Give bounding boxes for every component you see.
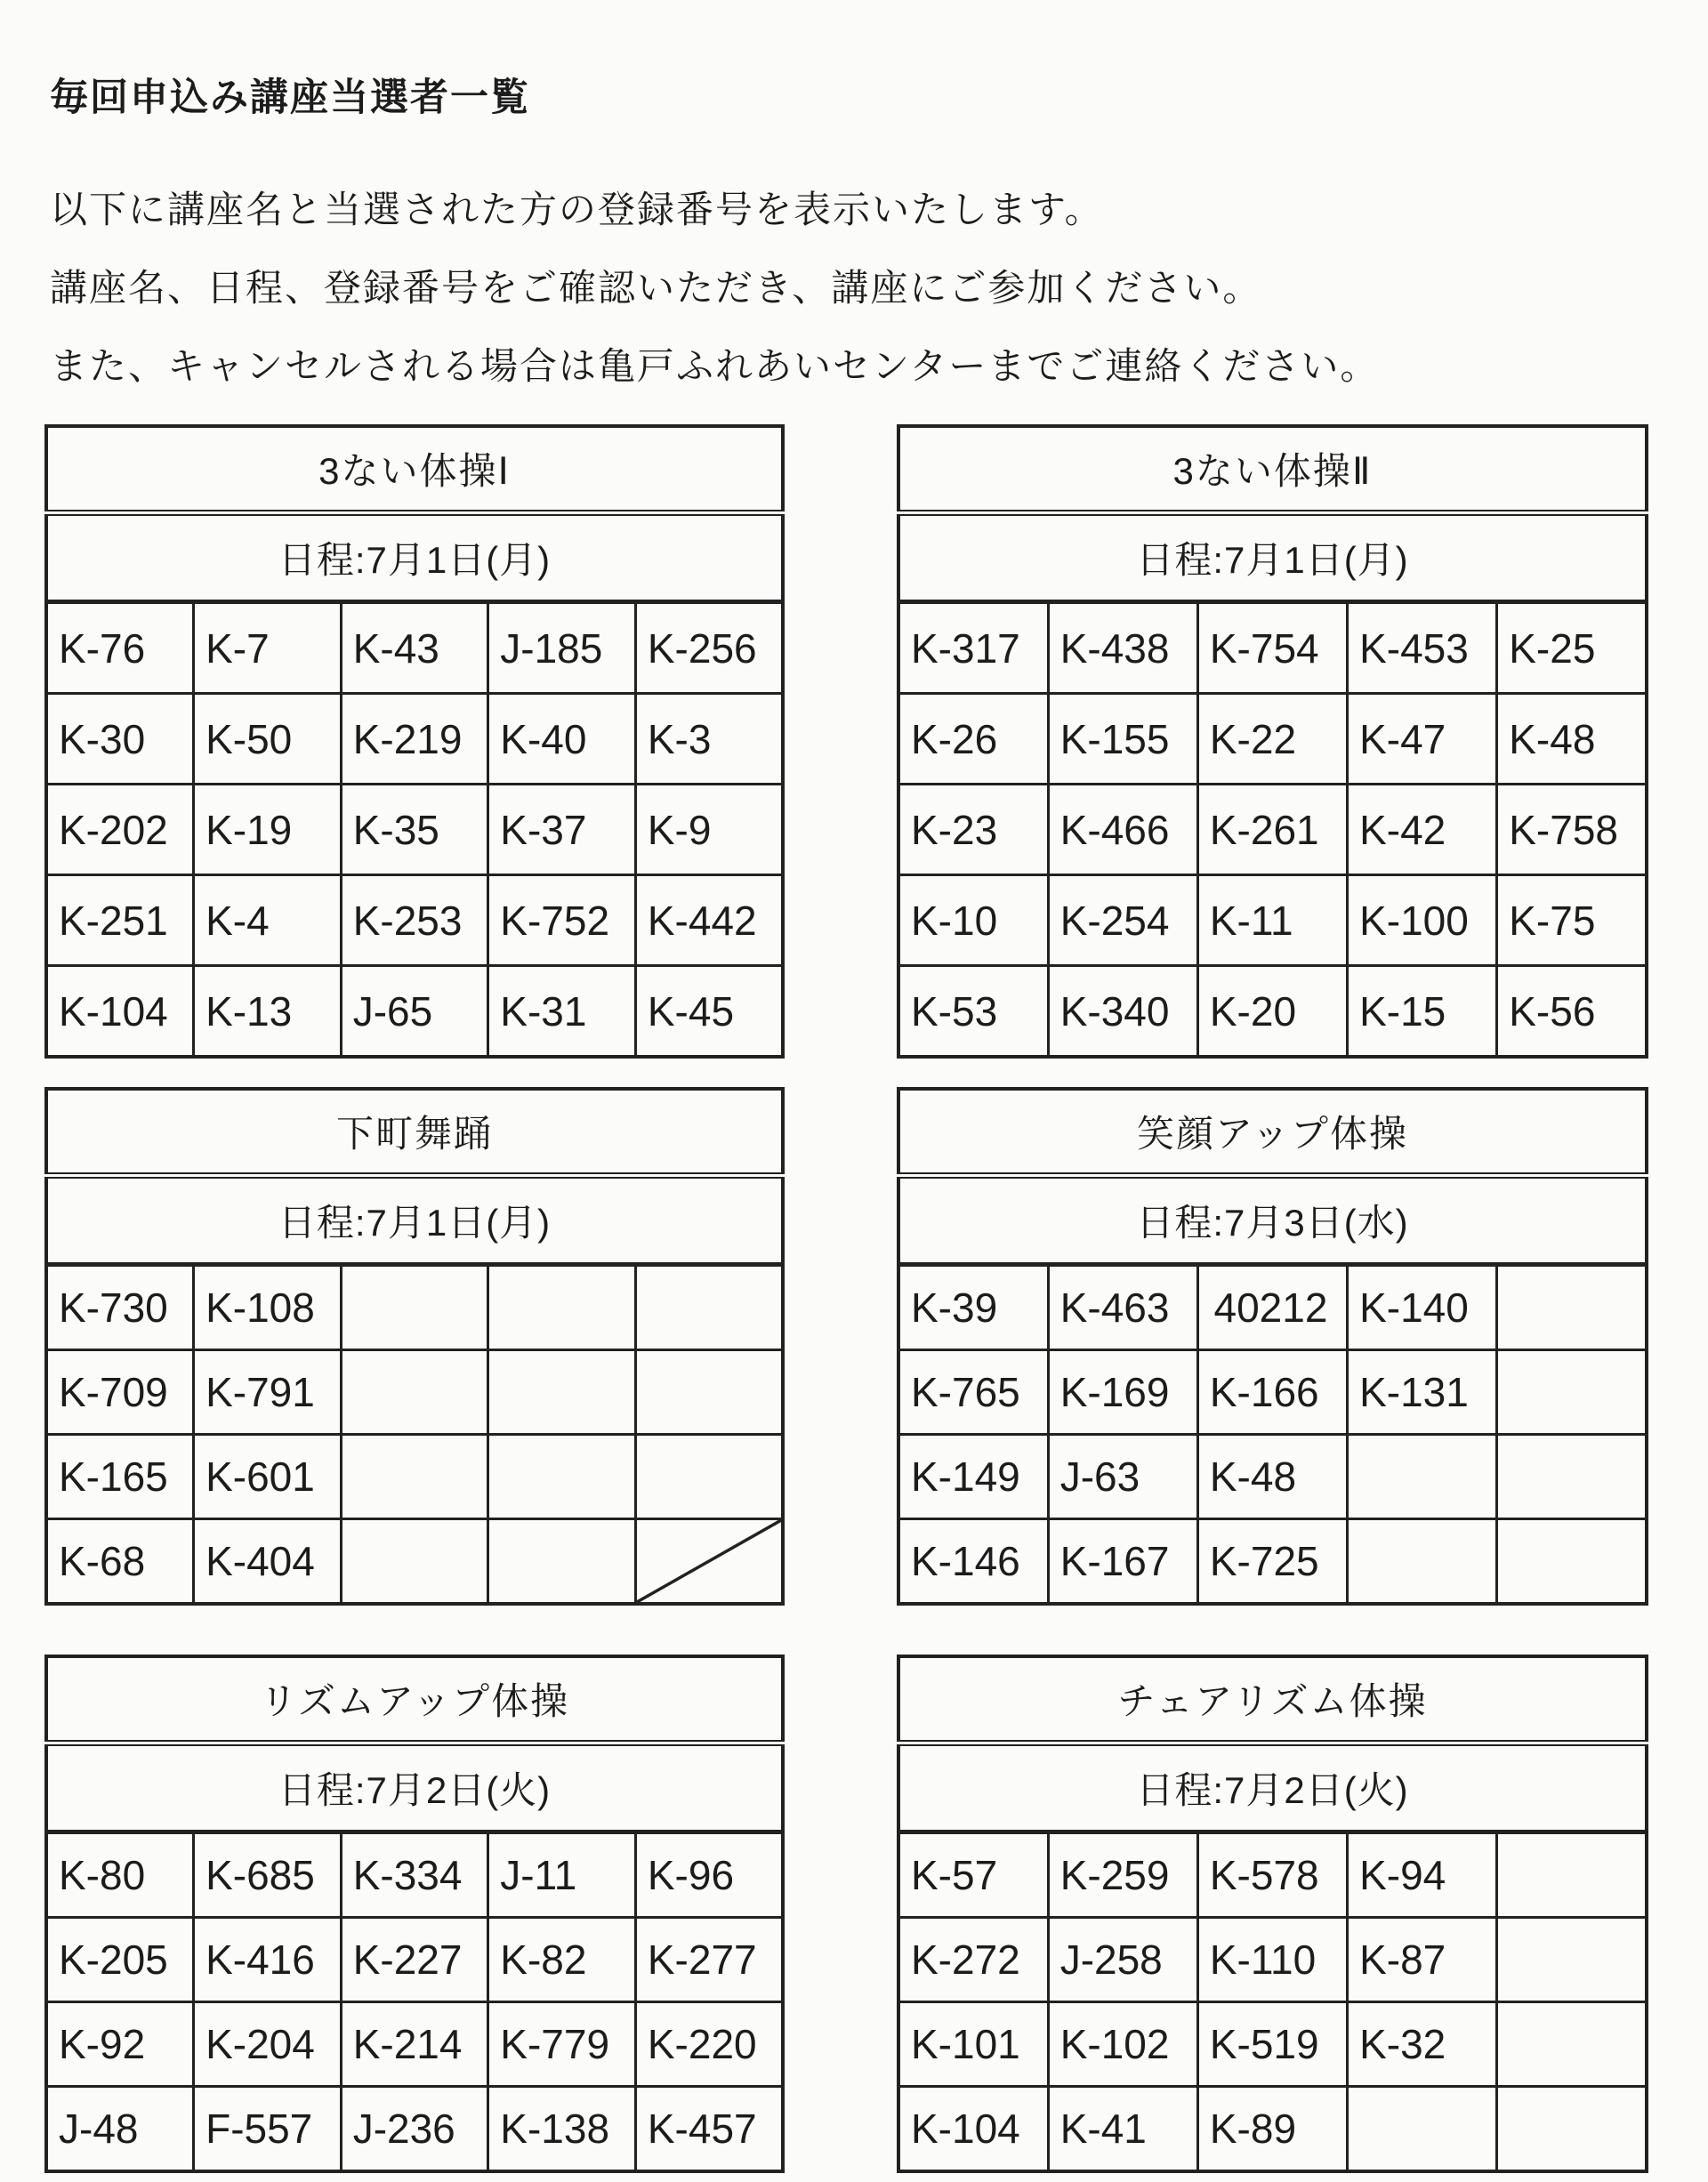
winner-number-cell: K-42 [1348, 785, 1497, 875]
winner-number-cell: K-82 [488, 1918, 636, 2002]
winner-number-cell: K-10 [898, 875, 1048, 966]
winner-number-cell: K-11 [1197, 875, 1347, 966]
empty-cell [341, 1435, 488, 1519]
winner-number-cell: K-438 [1048, 602, 1197, 694]
empty-cell [1497, 2002, 1647, 2087]
winner-number-cell: K-75 [1497, 875, 1647, 966]
table-row [46, 1435, 783, 1519]
winner-number-cell: K-3 [635, 694, 783, 785]
winner-number-cell: K-15 [1348, 966, 1497, 1058]
winner-number-cell: K-251 [46, 875, 194, 966]
course-schedule: 日程:7月1日(月) [898, 513, 1647, 602]
table-row [898, 1265, 1647, 1350]
winner-number-cell: K-94 [1348, 1832, 1497, 1918]
winner-number-cell: K-205 [46, 1918, 194, 2002]
course-title: 3ない体操Ⅱ [898, 426, 1647, 513]
winner-number-cell: K-601 [194, 1435, 342, 1519]
table-row [898, 875, 1647, 966]
winner-number-cell: K-167 [1048, 1519, 1197, 1605]
winners-table [44, 424, 785, 1059]
winner-number-cell: K-416 [194, 1918, 342, 2002]
intro-paragraph [50, 171, 1379, 406]
winner-number-cell: K-80 [46, 1832, 194, 1918]
winner-number-cell: J-48 [46, 2087, 194, 2172]
table-row [46, 2002, 783, 2087]
winner-number-cell: K-45 [635, 966, 783, 1058]
course-schedule-row [898, 513, 1647, 602]
diagonal-line [637, 1520, 781, 1602]
winner-number-cell: K-92 [46, 2002, 194, 2087]
winner-number-cell: K-48 [1197, 1435, 1347, 1519]
winner-number-cell: K-578 [1197, 1832, 1347, 1918]
empty-cell [1497, 1435, 1647, 1519]
winner-number-cell: K-752 [488, 875, 636, 966]
winner-number-cell: K-779 [488, 2002, 636, 2087]
course-table-3nai-taiso-2 [897, 424, 1648, 1059]
winner-number-cell: K-709 [46, 1350, 194, 1435]
empty-cell [1497, 2087, 1647, 2172]
winner-number-cell: K-20 [1197, 966, 1347, 1058]
course-schedule-row [898, 1176, 1647, 1265]
course-table-3nai-taiso-1 [44, 424, 785, 1059]
table-row [46, 785, 783, 875]
winner-number-cell: K-23 [898, 785, 1048, 875]
winner-number-cell: K-138 [488, 2087, 636, 2172]
table-row [898, 1435, 1647, 1519]
winner-number-cell: K-149 [898, 1435, 1048, 1519]
winner-number-cell: K-32 [1348, 2002, 1497, 2087]
winners-table [897, 1087, 1648, 1606]
winner-number-cell: K-519 [1197, 2002, 1347, 2087]
winner-number-cell: K-89 [1197, 2087, 1347, 2172]
winner-number-cell: K-43 [341, 602, 488, 694]
empty-cell [1348, 2087, 1497, 2172]
table-row [898, 2002, 1647, 2087]
winner-number-cell: K-340 [1048, 966, 1197, 1058]
winner-number-cell: K-685 [194, 1832, 342, 1918]
table-row [898, 966, 1647, 1058]
winner-number-cell: K-214 [341, 2002, 488, 2087]
winner-number-cell: K-22 [1197, 694, 1347, 785]
table-row [46, 1350, 783, 1435]
winner-number-cell: 40212 [1197, 1265, 1347, 1350]
winner-number-cell: J-11 [488, 1832, 636, 1918]
winner-number-cell: K-227 [341, 1918, 488, 2002]
course-title-row [46, 1089, 783, 1176]
empty-cell [1497, 1832, 1647, 1918]
course-table-egao-up-taiso [897, 1087, 1648, 1606]
winner-number-cell: K-96 [635, 1832, 783, 1918]
course-title: 3ない体操Ⅰ [46, 426, 783, 513]
empty-cell [488, 1350, 636, 1435]
winner-number-cell: K-466 [1048, 785, 1197, 875]
table-row [46, 1918, 783, 2002]
winner-number-cell: K-442 [635, 875, 783, 966]
course-table-rhythm-up-taiso [44, 1655, 785, 2173]
course-schedule: 日程:7月1日(月) [46, 513, 783, 602]
winner-number-cell: K-39 [898, 1265, 1048, 1350]
winner-number-cell: K-261 [1197, 785, 1347, 875]
winner-number-cell: K-166 [1197, 1350, 1347, 1435]
course-title: リズムアップ体操 [46, 1656, 783, 1743]
course-schedule-row [46, 1176, 783, 1265]
empty-cell [1348, 1519, 1497, 1605]
empty-cell [341, 1519, 488, 1605]
empty-cell [1497, 1350, 1647, 1435]
table-row [46, 694, 783, 785]
winner-number-cell: K-13 [194, 966, 342, 1058]
empty-cell [341, 1265, 488, 1350]
winner-number-cell: K-87 [1348, 1918, 1497, 2002]
winner-number-cell: K-169 [1048, 1350, 1197, 1435]
winner-number-cell: K-202 [46, 785, 194, 875]
course-schedule-row [46, 513, 783, 602]
winner-number-cell: K-50 [194, 694, 342, 785]
winner-number-cell: J-63 [1048, 1435, 1197, 1519]
course-schedule: 日程:7月2日(火) [46, 1743, 783, 1832]
table-row [46, 1832, 783, 1918]
winner-number-cell: K-219 [341, 694, 488, 785]
winner-number-cell: K-155 [1048, 694, 1197, 785]
winner-number-cell: K-102 [1048, 2002, 1197, 2087]
page-title: 毎回申込み講座当選者一覧 [50, 76, 530, 119]
winner-number-cell: K-76 [46, 602, 194, 694]
course-title: 下町舞踊 [46, 1089, 783, 1176]
winner-number-cell: K-758 [1497, 785, 1647, 875]
winner-number-cell: K-259 [1048, 1832, 1197, 1918]
intro-line-2: 講座名、日程、登録番号をご確認いただき、講座にご参加ください。 [50, 267, 1262, 309]
winners-table [44, 1655, 785, 2173]
table-row [898, 785, 1647, 875]
winner-number-cell: K-53 [898, 966, 1048, 1058]
table-row [898, 1832, 1647, 1918]
course-table-shitamachi-buyo [44, 1087, 785, 1606]
winner-number-cell: K-453 [1348, 602, 1497, 694]
winner-number-cell: K-30 [46, 694, 194, 785]
winner-number-cell: J-236 [341, 2087, 488, 2172]
table-row [898, 602, 1647, 694]
table-row [898, 2087, 1647, 2172]
intro-line-3: また、キャンセルされる場合は亀戸ふれあいセンターまでご連絡ください。 [50, 345, 1380, 387]
winner-number-cell: K-256 [635, 602, 783, 694]
winner-number-cell: K-7 [194, 602, 342, 694]
diagonal-strikethrough-cell [635, 1519, 783, 1605]
winner-number-cell: K-68 [46, 1519, 194, 1605]
course-schedule: 日程:7月3日(水) [898, 1176, 1647, 1265]
empty-cell [635, 1350, 783, 1435]
table-row [46, 2087, 783, 2172]
empty-cell [341, 1350, 488, 1435]
winner-number-cell: J-185 [488, 602, 636, 694]
winner-number-cell: K-110 [1197, 1918, 1347, 2002]
winner-number-cell: K-108 [194, 1265, 342, 1350]
winner-number-cell: K-19 [194, 785, 342, 875]
winner-number-cell: K-146 [898, 1519, 1048, 1605]
winner-number-cell: K-100 [1348, 875, 1497, 966]
winner-number-cell: K-457 [635, 2087, 783, 2172]
table-row [46, 966, 783, 1058]
winner-number-cell: K-463 [1048, 1265, 1197, 1350]
winner-number-cell: K-35 [341, 785, 488, 875]
table-row [46, 1519, 783, 1605]
table-row [898, 1350, 1647, 1435]
course-title-row [46, 426, 783, 513]
table-row [898, 1918, 1647, 2002]
winner-number-cell: K-754 [1197, 602, 1347, 694]
winner-number-cell: J-258 [1048, 1918, 1197, 2002]
winner-number-cell: K-165 [46, 1435, 194, 1519]
winner-number-cell: K-25 [1497, 602, 1647, 694]
winner-number-cell: K-26 [898, 694, 1048, 785]
empty-cell [635, 1265, 783, 1350]
empty-cell [1497, 1265, 1647, 1350]
table-row [46, 602, 783, 694]
empty-cell [488, 1265, 636, 1350]
winner-number-cell: K-40 [488, 694, 636, 785]
course-title-row [898, 1089, 1647, 1176]
winner-number-cell: K-253 [341, 875, 488, 966]
winner-number-cell: K-47 [1348, 694, 1497, 785]
winner-number-cell: K-4 [194, 875, 342, 966]
winner-number-cell: K-334 [341, 1832, 488, 1918]
empty-cell [635, 1435, 783, 1519]
course-schedule-row [898, 1743, 1647, 1832]
course-title: 笑顔アップ体操 [898, 1089, 1647, 1176]
winner-number-cell: K-41 [1048, 2087, 1197, 2172]
course-title: チェアリズム体操 [898, 1656, 1647, 1743]
course-title-row [46, 1656, 783, 1743]
empty-cell [1348, 1435, 1497, 1519]
empty-cell [488, 1519, 636, 1605]
winner-number-cell: K-31 [488, 966, 636, 1058]
winner-number-cell: K-37 [488, 785, 636, 875]
winner-number-cell: K-9 [635, 785, 783, 875]
intro-line-1: 以下に講座名と当選された方の登録番号を表示いたします。 [50, 189, 1104, 230]
table-row [46, 875, 783, 966]
winner-number-cell: K-725 [1197, 1519, 1347, 1605]
course-title-row [898, 1656, 1647, 1743]
winners-table [897, 1655, 1648, 2173]
course-schedule: 日程:7月2日(火) [898, 1743, 1647, 1832]
course-table-chair-rhythm-taiso [897, 1655, 1648, 2173]
winner-number-cell: K-56 [1497, 966, 1647, 1058]
winner-number-cell: K-131 [1348, 1350, 1497, 1435]
winner-number-cell: K-104 [46, 966, 194, 1058]
winner-number-cell: K-277 [635, 1918, 783, 2002]
winner-number-cell: K-48 [1497, 694, 1647, 785]
winner-number-cell: K-204 [194, 2002, 342, 2087]
course-title-row [898, 426, 1647, 513]
winners-table [897, 424, 1648, 1059]
winner-number-cell: K-272 [898, 1918, 1048, 2002]
course-schedule-row [46, 1743, 783, 1832]
empty-cell [1497, 1519, 1647, 1605]
winners-table [44, 1087, 785, 1606]
winner-number-cell: K-101 [898, 2002, 1048, 2087]
empty-cell [488, 1435, 636, 1519]
winner-number-cell: K-220 [635, 2002, 783, 2087]
winner-number-cell: K-57 [898, 1832, 1048, 1918]
table-row [898, 694, 1647, 785]
winner-number-cell: K-254 [1048, 875, 1197, 966]
winner-number-cell: K-404 [194, 1519, 342, 1605]
winner-number-cell: K-140 [1348, 1265, 1497, 1350]
winner-number-cell: F-557 [194, 2087, 342, 2172]
table-row [898, 1519, 1647, 1605]
winner-number-cell: K-317 [898, 602, 1048, 694]
winner-number-cell: K-791 [194, 1350, 342, 1435]
course-schedule: 日程:7月1日(月) [46, 1176, 783, 1265]
winner-number-cell: K-765 [898, 1350, 1048, 1435]
winner-number-cell: J-65 [341, 966, 488, 1058]
winner-number-cell: K-730 [46, 1265, 194, 1350]
table-row [46, 1265, 783, 1350]
winner-number-cell: K-104 [898, 2087, 1048, 2172]
empty-cell [1497, 1918, 1647, 2002]
